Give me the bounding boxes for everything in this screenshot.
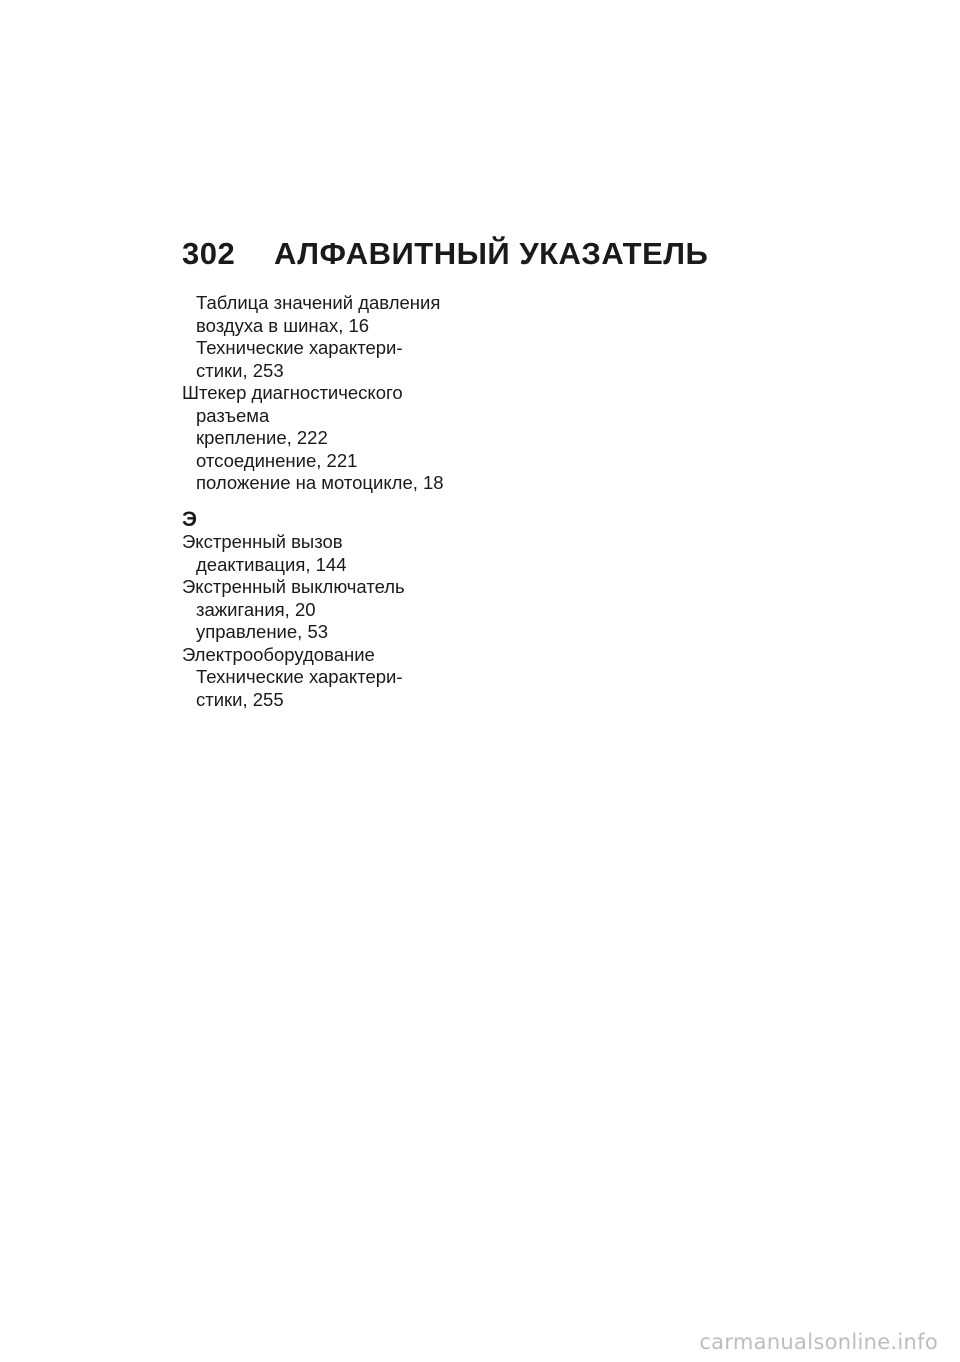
index-entry-emergency-switch	[182, 576, 502, 644]
index-subentry: воздуха в шинах, 16	[196, 314, 370, 336]
page-title: АЛФАВИТНЫЙ УКАЗАТЕЛЬ	[274, 236, 709, 271]
index-term: Штекер диагностического	[182, 382, 403, 403]
index-subentry: разъема	[196, 404, 270, 426]
section-letter-e: Э	[182, 507, 197, 531]
index-subentry: управление, 53	[196, 621, 329, 642]
index-subentry: Технические характери-	[196, 337, 403, 358]
index-term: Электрооборудование	[182, 643, 375, 665]
index-subentry: Таблица значений давления	[196, 292, 441, 313]
index-entry-diagnostic-connector	[182, 382, 502, 495]
index-subentry: зажигания, 20	[196, 598, 316, 620]
index-subentry: положение на мотоцикле, 18	[196, 472, 444, 493]
index-term: Экстренный вызов	[182, 531, 343, 552]
index-entry-electrical-equipment	[182, 644, 502, 712]
page-number: 302	[182, 236, 236, 271]
index-entry-continued	[182, 292, 502, 382]
index-subentry: Технические характери-	[196, 666, 403, 687]
index-subentry: стики, 255	[196, 688, 284, 710]
watermark: carmanualsonline.info	[699, 1330, 938, 1354]
index-entry-emergency-call	[182, 531, 502, 576]
index-subentry: деактивация, 144	[196, 553, 347, 575]
index-subentry: стики, 253	[196, 359, 284, 381]
index-subentry: отсоединение, 221	[196, 449, 358, 471]
index-subentry: крепление, 222	[196, 427, 328, 448]
page-header	[182, 236, 708, 280]
index-term: Экстренный выключатель	[182, 576, 405, 597]
index-column	[182, 292, 502, 711]
